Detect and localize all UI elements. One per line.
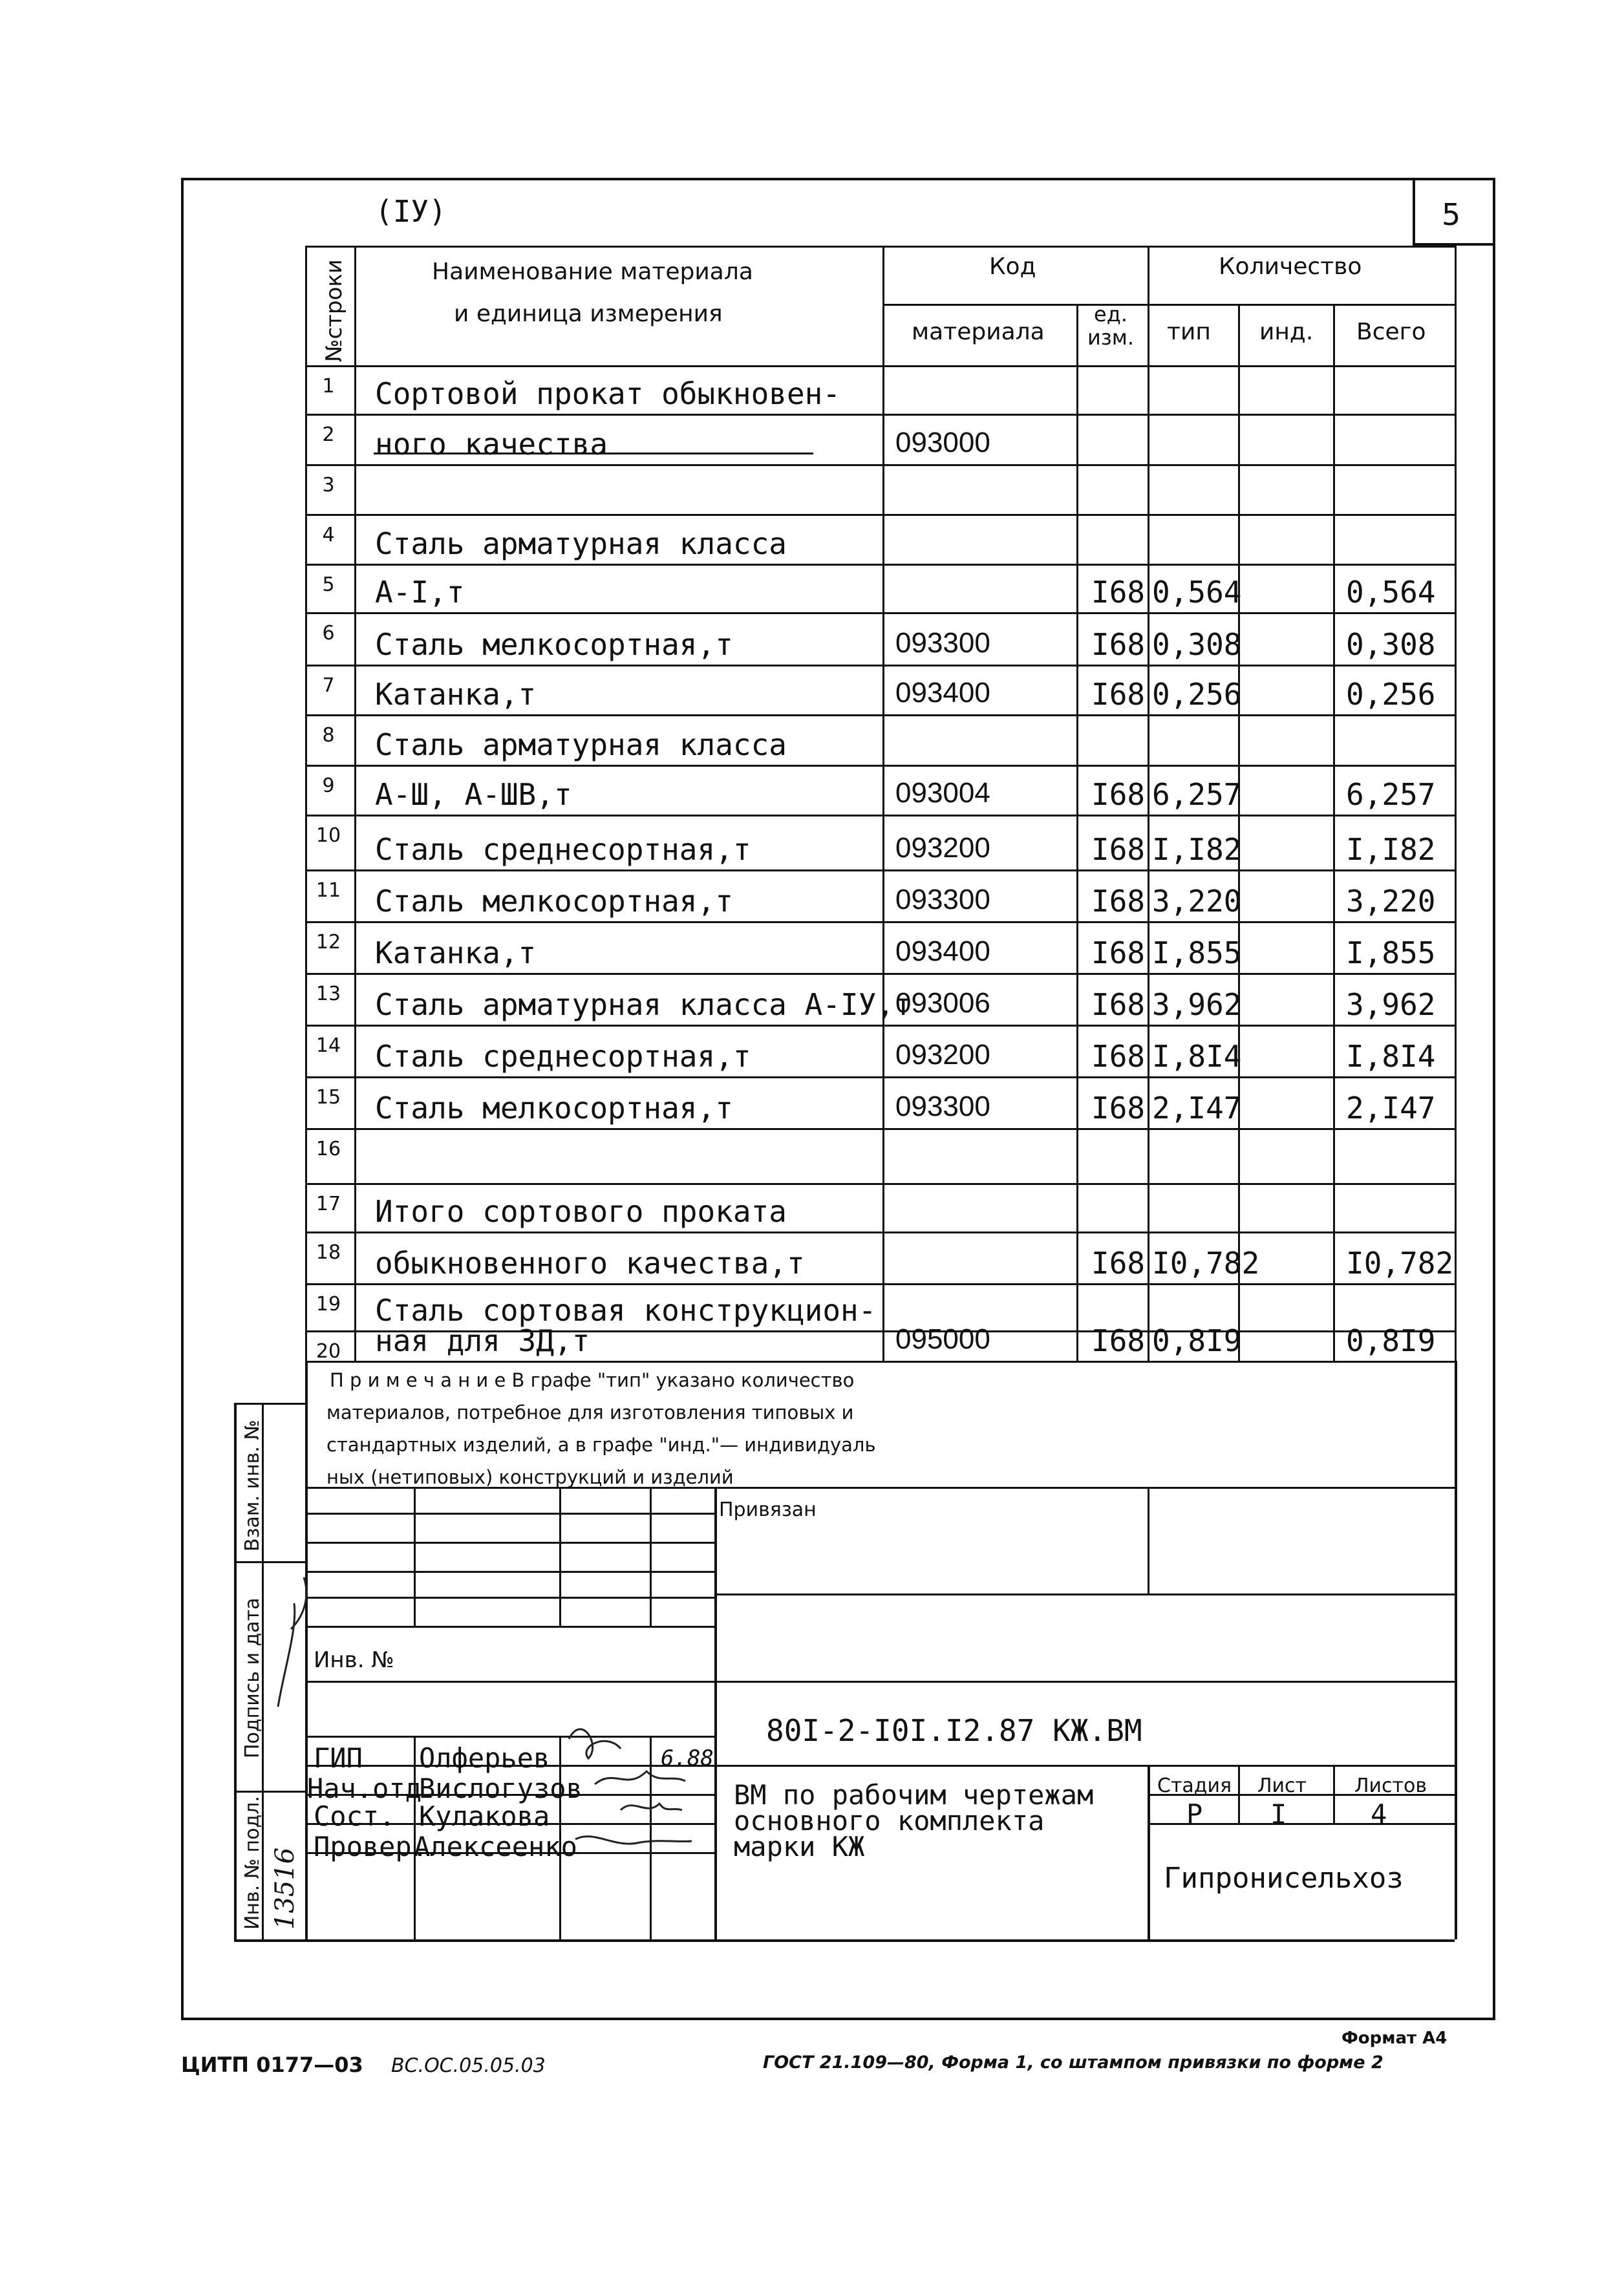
row-name: Сталь мелкосортная,т xyxy=(375,1091,733,1125)
stamp-name-1: Вислогузов xyxy=(419,1773,582,1804)
row-type: I,855 xyxy=(1152,935,1242,970)
row-unit: I68 xyxy=(1091,987,1146,1022)
stamp-role-3: Провер. xyxy=(314,1831,429,1862)
section-label: (IУ) xyxy=(375,194,447,229)
row-name: Сортовой прокат обыкновен- xyxy=(375,376,841,411)
row-name: Сталь арматурная класса xyxy=(375,727,787,762)
row-total: 3,962 xyxy=(1346,987,1436,1022)
row-type: 0,256 xyxy=(1152,677,1242,712)
grid-line xyxy=(354,246,356,1361)
grid-line xyxy=(305,246,1455,248)
side-vzam-inv: Взам. инв. № xyxy=(241,1420,264,1552)
row-number: 1 xyxy=(322,375,335,398)
grid-line xyxy=(1333,304,1335,1361)
row-type: 0,308 xyxy=(1152,627,1242,662)
row-name: Итого сортового проката xyxy=(375,1194,787,1229)
row-name: Сталь арматурная класса xyxy=(375,526,787,561)
stamp-line xyxy=(1333,1765,1335,1823)
row-name: Сталь среднесортная,т xyxy=(375,1039,751,1074)
row-number: 17 xyxy=(315,1193,341,1215)
grid-line xyxy=(305,514,1455,516)
sheets-value: 4 xyxy=(1371,1798,1387,1830)
row-number: 7 xyxy=(322,674,335,697)
grid-line xyxy=(305,921,1455,923)
page-number: 5 xyxy=(1442,197,1461,232)
footer-format: Формат А4 xyxy=(1341,2029,1448,2048)
row-type: I,I82 xyxy=(1152,832,1242,867)
row-number: 10 xyxy=(315,824,341,847)
header-code-unit-text: ед. изм. xyxy=(1087,302,1135,350)
row-unit: I68 xyxy=(1091,935,1146,970)
inv-no-label: Инв. № xyxy=(314,1647,394,1673)
stamp-line xyxy=(305,1571,714,1573)
row-number: 13 xyxy=(315,983,341,1005)
doc-title-line1: ВМ по рабочим чертежам xyxy=(734,1779,1094,1811)
row2-underline xyxy=(374,453,813,454)
row-name: ного качества xyxy=(375,427,608,462)
row-number: 9 xyxy=(322,774,335,797)
row-code: 093300 xyxy=(895,884,990,915)
row-code: 093300 xyxy=(895,627,990,659)
header-code: Код xyxy=(989,253,1036,280)
note-line3: стандартных изделий, а в графе "инд."— индивидуаль xyxy=(326,1434,876,1456)
stamp-line xyxy=(305,1681,1455,1683)
header-qty-total: Всего xyxy=(1356,319,1426,345)
sheets-label: Листов xyxy=(1354,1775,1427,1797)
document-code: 80I-2-I0I.I2.87 КЖ.ВМ xyxy=(766,1713,1142,1748)
row-code: 093004 xyxy=(895,777,990,809)
row-number: 12 xyxy=(315,931,341,954)
stamp-name-3: Алексеенко xyxy=(414,1831,577,1862)
stage-label: Стадия xyxy=(1157,1775,1232,1797)
grid-line xyxy=(305,246,307,1361)
row-unit: I68 xyxy=(1091,832,1146,867)
row-type: I,8I4 xyxy=(1152,1039,1242,1074)
row-unit: I68 xyxy=(1091,1246,1146,1281)
doc-title-line3: марки КЖ xyxy=(734,1831,865,1862)
grid-line xyxy=(305,815,1455,816)
stamp-line xyxy=(305,1487,1455,1489)
row-number: 19 xyxy=(315,1293,341,1316)
stamp-line xyxy=(650,1736,652,1939)
row-number: 14 xyxy=(315,1034,341,1057)
stamp-role-0: ГИП xyxy=(314,1742,363,1774)
row-number: 20 xyxy=(315,1340,341,1363)
row-unit: I68 xyxy=(1091,1039,1146,1074)
header-qty-type: тип xyxy=(1167,319,1211,345)
stamp-line xyxy=(650,1487,652,1626)
row-total: 0,8I9 xyxy=(1346,1323,1436,1358)
stamp-line xyxy=(305,1736,714,1738)
row-code: 093200 xyxy=(895,832,990,864)
row-unit: I68 xyxy=(1091,1091,1146,1125)
row-type: 0,8I9 xyxy=(1152,1323,1242,1358)
stamp-line xyxy=(234,1561,305,1563)
row-code: 093200 xyxy=(895,1039,990,1071)
row-number: 6 xyxy=(322,622,335,645)
row-code: 093000 xyxy=(895,427,990,458)
row-unit: I68 xyxy=(1091,777,1146,812)
row-code: 095000 xyxy=(895,1323,990,1355)
stamp-line xyxy=(559,1487,561,1626)
row-name: А-Ш, А-ШВ,т xyxy=(375,777,572,812)
row-name: ная для ЗД,т xyxy=(375,1323,590,1358)
row-name: А-I,т xyxy=(375,575,465,610)
grid-line xyxy=(305,973,1455,975)
side-inv-value: 13516 xyxy=(270,1847,300,1930)
row-total: 6,257 xyxy=(1346,777,1436,812)
row-total: 0,308 xyxy=(1346,627,1436,662)
footer-gost: ГОСТ 21.109—80, Форма 1, со штампом привязки по форме 2 xyxy=(763,2053,1384,2073)
stamp-line xyxy=(234,1791,305,1793)
row-total: I,8I4 xyxy=(1346,1039,1436,1074)
grid-line xyxy=(305,869,1455,871)
row-number: 4 xyxy=(322,524,335,546)
row-type: 3,962 xyxy=(1152,987,1242,1022)
stamp-line xyxy=(1148,1765,1150,1939)
stage-value: Р xyxy=(1186,1798,1203,1830)
organization-name: Гипронисельхоз xyxy=(1164,1862,1404,1895)
grid-line xyxy=(882,304,1455,306)
grid-line xyxy=(305,464,1455,466)
stamp-line xyxy=(305,1626,714,1628)
row-name: Сталь мелкосортная,т xyxy=(375,884,733,919)
stamp-line xyxy=(414,1487,416,1626)
grid-line xyxy=(305,1283,1455,1285)
row-code: 093400 xyxy=(895,935,990,967)
row-code: 093300 xyxy=(895,1091,990,1122)
stamp-line xyxy=(1455,1361,1457,1939)
stamp-line xyxy=(1238,1765,1240,1823)
grid-line xyxy=(305,765,1455,767)
stamp-line xyxy=(234,1939,305,1942)
row-total: 3,220 xyxy=(1346,884,1436,919)
row-code: 093006 xyxy=(895,987,990,1019)
grid-line xyxy=(305,365,1455,367)
footer-code: ВС.ОС.05.05.03 xyxy=(391,2054,546,2077)
side-inv-podl: Инв. № подл. xyxy=(241,1796,264,1930)
header-name-line2: и единица измерения xyxy=(454,301,723,327)
stamp-role-2: Сост. xyxy=(314,1800,396,1832)
row-type: I0,782 xyxy=(1152,1246,1260,1281)
row-unit: I68 xyxy=(1091,884,1146,919)
stamp-line xyxy=(305,1597,714,1599)
header-code-material: материала xyxy=(912,319,1045,345)
row-name: Катанка,т xyxy=(375,677,537,712)
stamp-line xyxy=(234,1403,237,1939)
stamp-line xyxy=(305,1939,1455,1942)
row-number: 2 xyxy=(322,423,335,446)
grid-line xyxy=(305,564,1455,566)
stamp-name-0: Олферьев xyxy=(419,1742,550,1774)
row-type: 6,257 xyxy=(1152,777,1242,812)
row-total: I,855 xyxy=(1346,935,1436,970)
side-podpis-data: Подпись и дата xyxy=(241,1597,264,1758)
row-unit: I68 xyxy=(1091,575,1146,610)
header-qty-ind: инд. xyxy=(1259,319,1314,345)
row-unit: I68 xyxy=(1091,1323,1146,1358)
row-type: 3,220 xyxy=(1152,884,1242,919)
row-total: 0,256 xyxy=(1346,677,1436,712)
grid-line xyxy=(882,246,884,1361)
row-unit: I68 xyxy=(1091,627,1146,662)
stamp-name-2: Кулакова xyxy=(419,1800,550,1832)
row-name: Сталь среднесортная,т xyxy=(375,832,751,867)
row-type: 0,564 xyxy=(1152,575,1242,610)
stamp-role-1: Нач.отд. xyxy=(307,1773,438,1804)
grid-line xyxy=(1148,246,1149,1361)
note-line2: материалов, потребное для изготовления типовых и xyxy=(326,1402,854,1424)
grid-line xyxy=(305,1232,1455,1233)
footer-citp: ЦИТП 0177—03 xyxy=(181,2053,363,2077)
stamp-line xyxy=(714,1594,1455,1595)
stamp-line xyxy=(305,1542,714,1544)
grid-line xyxy=(305,414,1455,416)
grid-line xyxy=(305,1361,1455,1363)
row-number: 16 xyxy=(315,1138,341,1160)
row-number: 8 xyxy=(322,724,335,747)
row-name: Сталь арматурная класса А-IУ,т xyxy=(375,987,912,1022)
stamp-line xyxy=(234,1403,305,1405)
row-number: 18 xyxy=(315,1241,341,1264)
sheet-label: Лист xyxy=(1257,1775,1307,1797)
grid-line xyxy=(305,612,1455,614)
row-name: обыкновенного качества,т xyxy=(375,1246,805,1281)
row-type: 2,I47 xyxy=(1152,1091,1242,1125)
note-line1: П р и м е ч а н и е В графе "тип" указано количество xyxy=(330,1369,855,1391)
row-number: 5 xyxy=(322,573,335,596)
stamp-line xyxy=(305,1513,714,1515)
header-row-number: №строки xyxy=(321,259,347,362)
row-total: I0,782 xyxy=(1346,1246,1454,1281)
row-name: Катанка,т xyxy=(375,935,537,970)
stamp-line xyxy=(714,1487,717,1939)
grid-line xyxy=(305,665,1455,666)
stamp-line xyxy=(1148,1487,1149,1594)
grid-line xyxy=(1455,246,1457,1361)
row-name: Сталь сортовая конструкцион- xyxy=(375,1293,877,1328)
stamp-date-0: 6.88 xyxy=(661,1745,714,1771)
note-line4: ных (нетиповых) конструкций и изделий xyxy=(326,1466,734,1488)
grid-line xyxy=(305,1025,1455,1027)
row-total: I,I82 xyxy=(1346,832,1436,867)
doc-title-line2: основного комплекта xyxy=(734,1805,1045,1837)
grid-line xyxy=(305,714,1455,716)
row-total: 2,I47 xyxy=(1346,1091,1436,1125)
header-name-line1: Наименование материала xyxy=(432,259,753,285)
row-unit: I68 xyxy=(1091,677,1146,712)
row-name: Сталь мелкосортная,т xyxy=(375,627,733,662)
sheet-value: I xyxy=(1270,1798,1287,1830)
row-number: 11 xyxy=(315,879,341,902)
row-number: 3 xyxy=(322,474,335,496)
row-number: 15 xyxy=(315,1086,341,1109)
grid-line xyxy=(305,1183,1455,1185)
grid-line xyxy=(1076,304,1078,1361)
row-code: 093400 xyxy=(895,677,990,709)
header-quantity: Количество xyxy=(1219,253,1362,280)
header-code-unit xyxy=(1078,303,1143,349)
privyazan-label: Привязан xyxy=(719,1498,817,1521)
grid-line xyxy=(305,1128,1455,1130)
grid-line xyxy=(305,1076,1455,1078)
row-total: 0,564 xyxy=(1346,575,1436,610)
